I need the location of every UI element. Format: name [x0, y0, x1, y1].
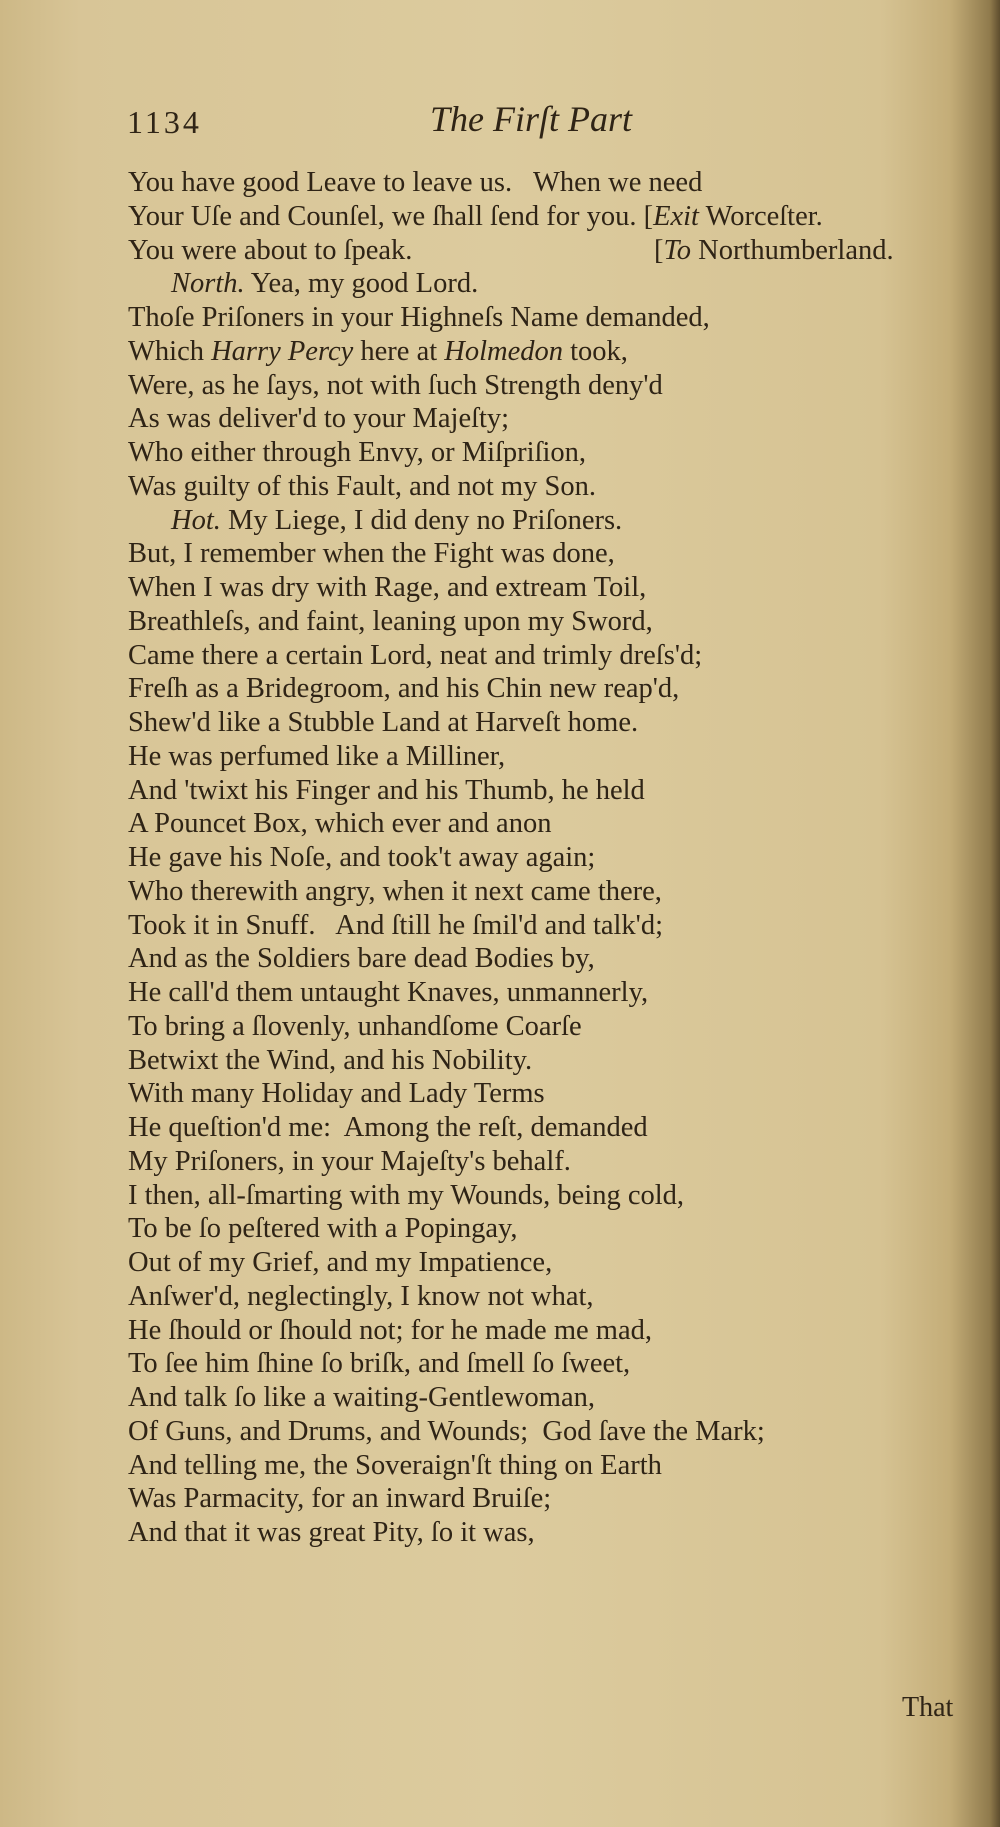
italic-text: North. — [171, 268, 245, 300]
text-line — [128, 470, 988, 504]
text-line — [128, 1347, 988, 1381]
text-segment: He was perfumed like a Milliner, — [128, 740, 506, 772]
play-text — [128, 166, 988, 1550]
text-line — [128, 1077, 988, 1111]
text-segment: Which — [128, 335, 212, 367]
text-segment: Out of my Grief, and my Impatience, — [128, 1247, 553, 1278]
italic-text: Harry Percy — [211, 335, 354, 367]
text-line — [128, 605, 988, 639]
text-segment: And that it was great Pity, ſo it was, — [128, 1517, 535, 1548]
italic-text: To — [663, 234, 691, 266]
text-segment: But, I remember when the Fight was done, — [128, 538, 615, 570]
text-line — [128, 1111, 988, 1145]
text-segment: Your Uſe and Counſel, we ſhall ſend for you. [ — [128, 200, 654, 232]
text-line — [128, 672, 988, 706]
text-segment: And telling me, the Soveraign'ſt thing on Earth — [128, 1449, 662, 1481]
catchword: That — [902, 1692, 954, 1723]
text-segment: Were, as he ſays, not with ſuch Strength deny'd — [128, 369, 663, 401]
text-line — [128, 369, 988, 403]
text-segment: As was deliver'd to your Majeſty; — [128, 403, 510, 435]
text-segment: Thoſe Priſoners in your Highneſs Name demanded, — [128, 302, 710, 333]
text-segment: And 'twixt his Finger and his Thumb, he held — [128, 774, 645, 806]
text-segment: Who either through Envy, or Miſpriſion, — [128, 437, 587, 468]
text-segment: Shew'd like a Stubble Land at Harveſt home. — [128, 707, 639, 738]
text-segment: Breathleſs, and faint, leaning upon my Sword, — [128, 605, 653, 637]
text-segment: He gave his Noſe, and took't away again; — [128, 842, 596, 873]
text-line — [128, 807, 988, 841]
text-segment: My Priſoners, in your Majeſty's behalf. — [128, 1145, 571, 1177]
text-segment: To ſee him ſhine ſo briſk, and ſmell ſo ſweet, — [128, 1348, 631, 1380]
italic-text: Hot. — [171, 504, 221, 536]
text-line — [128, 740, 988, 774]
text-segment: A Pouncet Box, which ever and anon — [128, 808, 552, 840]
text-line — [128, 1280, 988, 1314]
text-segment: Was guilty of this Fault, and not my Son. — [128, 470, 596, 502]
stage-direction — [654, 234, 894, 268]
text-segment: You have good Leave to leave us. When we need — [128, 167, 703, 198]
text-line — [128, 402, 988, 436]
text-line — [128, 875, 988, 909]
italic-text: Holmedon — [444, 335, 563, 367]
text-line — [128, 1179, 988, 1213]
text-line — [128, 267, 988, 301]
text-line — [128, 1314, 988, 1348]
text-segment: And talk ſo like a waiting-Gentlewoman, — [128, 1382, 595, 1413]
text-segment: With many Holiday and Lady Terms — [128, 1078, 545, 1110]
text-line — [128, 1449, 988, 1483]
text-line — [128, 301, 988, 335]
text-line — [128, 200, 988, 234]
text-line — [128, 234, 988, 268]
text-segment: Freſh as a Bridegroom, and his Chin new reap'd, — [128, 673, 680, 705]
text-segment: Who therewith angry, when it next came there, — [128, 875, 662, 907]
text-line — [128, 1415, 988, 1449]
text-segment: Anſwer'd, neglectingly, I know not what, — [128, 1280, 594, 1312]
text-line — [128, 335, 988, 369]
text-segment: Was Parmacity, for an inward Bruiſe; — [128, 1483, 552, 1515]
text-segment: He ſhould or ſhould not; for he made me mad, — [128, 1314, 652, 1346]
text-segment: Of Guns, and Drums, and Wounds; God ſave the Mark; — [128, 1415, 765, 1447]
text-line — [128, 976, 988, 1010]
text-line — [128, 706, 988, 740]
text-segment: [ — [654, 234, 664, 266]
text-segment: He queſtion'd me: Among the reſt, demanded — [128, 1112, 648, 1143]
text-line — [128, 1145, 988, 1179]
text-line — [128, 436, 988, 470]
text-line — [128, 1212, 988, 1246]
text-segment: To be ſo peſtered with a Popingay, — [128, 1213, 518, 1245]
text-segment: Northumberland. — [690, 234, 894, 266]
text-segment: You were about to ſpeak. — [128, 234, 413, 266]
text-line — [128, 1482, 988, 1516]
italic-text: Exit — [653, 200, 699, 232]
text-line — [128, 1516, 988, 1550]
text-line — [128, 909, 988, 943]
text-line — [128, 1381, 988, 1415]
text-segment: My Liege, I did deny no Priſoners. — [220, 504, 623, 536]
text-segment: And as the Soldiers bare dead Bodies by, — [128, 943, 595, 975]
text-line — [128, 504, 988, 538]
text-line — [128, 537, 988, 571]
text-line — [128, 1010, 988, 1044]
text-segment: I then, all-ſmarting with my Wounds, being cold, — [128, 1179, 685, 1211]
text-line — [128, 571, 988, 605]
text-segment: Yea, my good Lord. — [244, 268, 479, 300]
text-line — [128, 166, 988, 200]
text-segment: here at — [353, 335, 445, 367]
text-segment: To bring a ſlovenly, unhandſome Coarſe — [128, 1010, 582, 1042]
text-segment: Betwixt the Wind, and his Nobility. — [128, 1044, 533, 1076]
text-segment: Worceſter. — [698, 200, 823, 232]
text-segment: took, — [563, 335, 628, 367]
text-line — [128, 774, 988, 808]
text-segment: Took it in Snuff. And ſtill he ſmil'd and talk'd; — [128, 909, 663, 941]
text-segment: He call'd them untaught Knaves, unmannerly, — [128, 977, 649, 1008]
page-number: 1134 — [127, 104, 202, 140]
running-title: The Firſt Part — [430, 99, 633, 139]
text-line — [128, 942, 988, 976]
text-line — [128, 1246, 988, 1280]
text-segment: When I was dry with Rage, and extream Toil, — [128, 572, 647, 603]
text-segment: Came there a certain Lord, neat and trimly dreſs'd; — [128, 639, 703, 671]
text-line — [128, 639, 988, 673]
text-line — [128, 1044, 988, 1078]
text-line — [128, 841, 988, 875]
